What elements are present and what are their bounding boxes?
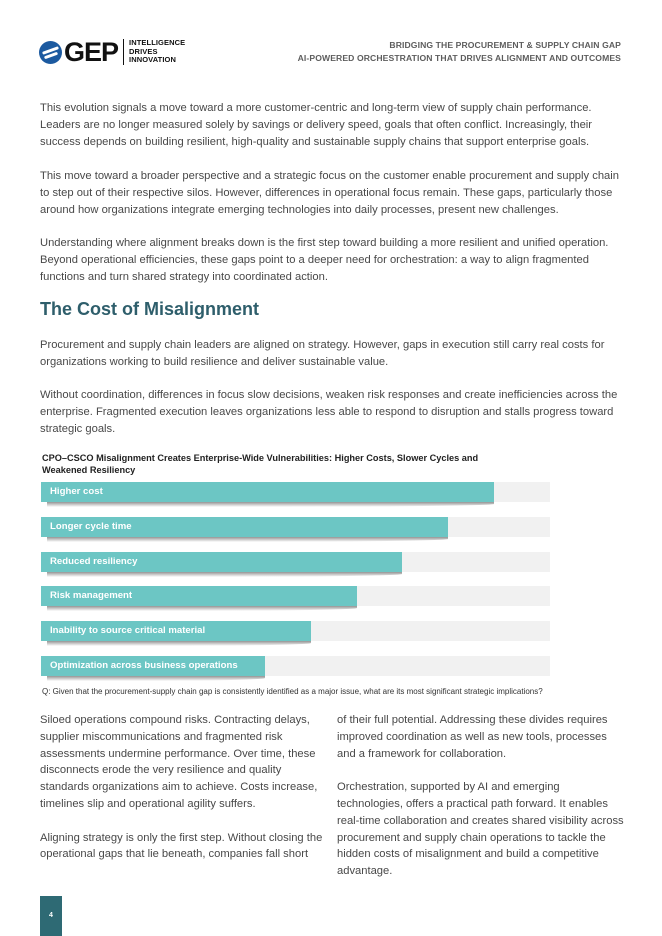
logo-tagline-line: INTELLIGENCE: [129, 38, 186, 48]
chart-footnote: Q: Given that the procurement-supply chain gap is consistently identified as a major issue, what are its most significant strategic implications?: [42, 687, 543, 696]
logo-tagline-line: DRIVES: [129, 46, 158, 56]
chart-bar-label: Risk management: [50, 590, 133, 601]
logo-tagline: [129, 39, 185, 64]
chart-bar: [41, 482, 494, 502]
logo-tagline-line: INNOVATION: [129, 55, 177, 65]
chart-bar-label: Reduced resiliency: [50, 556, 138, 567]
chart-bar-shadow: [47, 641, 311, 646]
body-column-right: [337, 712, 627, 880]
body-paragraph: of their full potential. Addressing these divides requires improved coordination as well as new tools, processes and a framework for collaboration.: [337, 714, 608, 760]
chart-bar-label: Optimization across business operations: [50, 660, 238, 671]
section-paragraph-2: Without coordination, differences in focus slow decisions, weaken risk responses and create inefficiencies across the enterprise. Fragmented execution leaves organizations less able to respond to disruption and stalls progress toward strategic goals.: [40, 389, 618, 435]
chart-title: CPO–CSCO Misalignment Creates Enterprise-Wide Vulnerabilities: Higher Costs, Slower Cycles and Weakened Resiliency: [42, 453, 479, 475]
body-paragraph: Aligning strategy is only the first step. Without closing the operational gaps that lie beneath, companies fall short: [40, 831, 323, 861]
page-number-badge: 4: [40, 896, 62, 936]
section-heading: The Cost of Misalignment: [40, 299, 260, 319]
gep-logo: [39, 38, 185, 66]
chart-bar-shadow: [47, 572, 402, 577]
chart-bar-label: Longer cycle time: [50, 521, 132, 532]
running-header-line2: AI-POWERED ORCHESTRATION THAT DRIVES ALIGNMENT AND OUTCOMES: [297, 52, 621, 63]
bar-chart: [41, 482, 550, 682]
section-paragraph-1: Procurement and supply chain leaders are aligned on strategy. However, gaps in execution still carry real costs for organizations working to build resilience and deliver sustainable value.: [40, 339, 605, 368]
chart-bar-shadow: [47, 606, 357, 611]
logo-divider: [123, 39, 124, 65]
logo-wordmark: GEP: [64, 37, 119, 67]
body-column-left: [40, 712, 325, 863]
body-paragraph: Siloed operations compound risks. Contracting delays, supplier miscommunications and fragmented risk assessments undermine performance. Over time, these disconnects erode the very resilience and quality standards organizations aim to achieve. Costs increase, timelines slip and operational agility suffers.: [40, 714, 318, 810]
chart-bar-label: Inability to source critical material: [50, 625, 206, 636]
running-header-line1: BRIDGING THE PROCUREMENT & SUPPLY CHAIN GAP: [389, 40, 621, 50]
chart-bar-shadow: [47, 502, 494, 507]
globe-icon: [39, 41, 62, 64]
intro-paragraph-1: This evolution signals a move toward a more customer-centric and long-term view of supply chain performance. Leaders are no longer measured solely by savings or delivery speed, goals that often conflict. Increasingly, their success depends on building resilient, high-quality and sustainable supply chains that support enterprise goals.: [40, 102, 593, 148]
chart-bar-shadow: [47, 537, 448, 542]
chart-bar-label: Higher cost: [50, 486, 103, 497]
body-paragraph: Orchestration, supported by AI and emerging technologies, offers a practical path forward. It enables real-time collaboration and creates shared visibility across procurement and supply chain operations to tackle the hidden costs of misalignment and build a competitive advantage.: [337, 781, 624, 878]
running-header: [298, 39, 621, 64]
intro-paragraph-2: This move toward a broader perspective and a strategic focus on the customer enable procurement and supply chain to step out of their respective silos. However, differences in operational focus remain. These gaps, particularly those around how organizations integrate emerging technologies into daily processes, present new challenges.: [40, 170, 619, 216]
intro-paragraph-3: Understanding where alignment breaks down is the first step toward building a more resilient and unified operation. Beyond operational efficiencies, these gaps point to a deeper need for orchestration: a way to align fragmented functions and turn shared strategy into coordinated action.: [40, 237, 609, 283]
chart-bar-shadow: [47, 676, 265, 681]
